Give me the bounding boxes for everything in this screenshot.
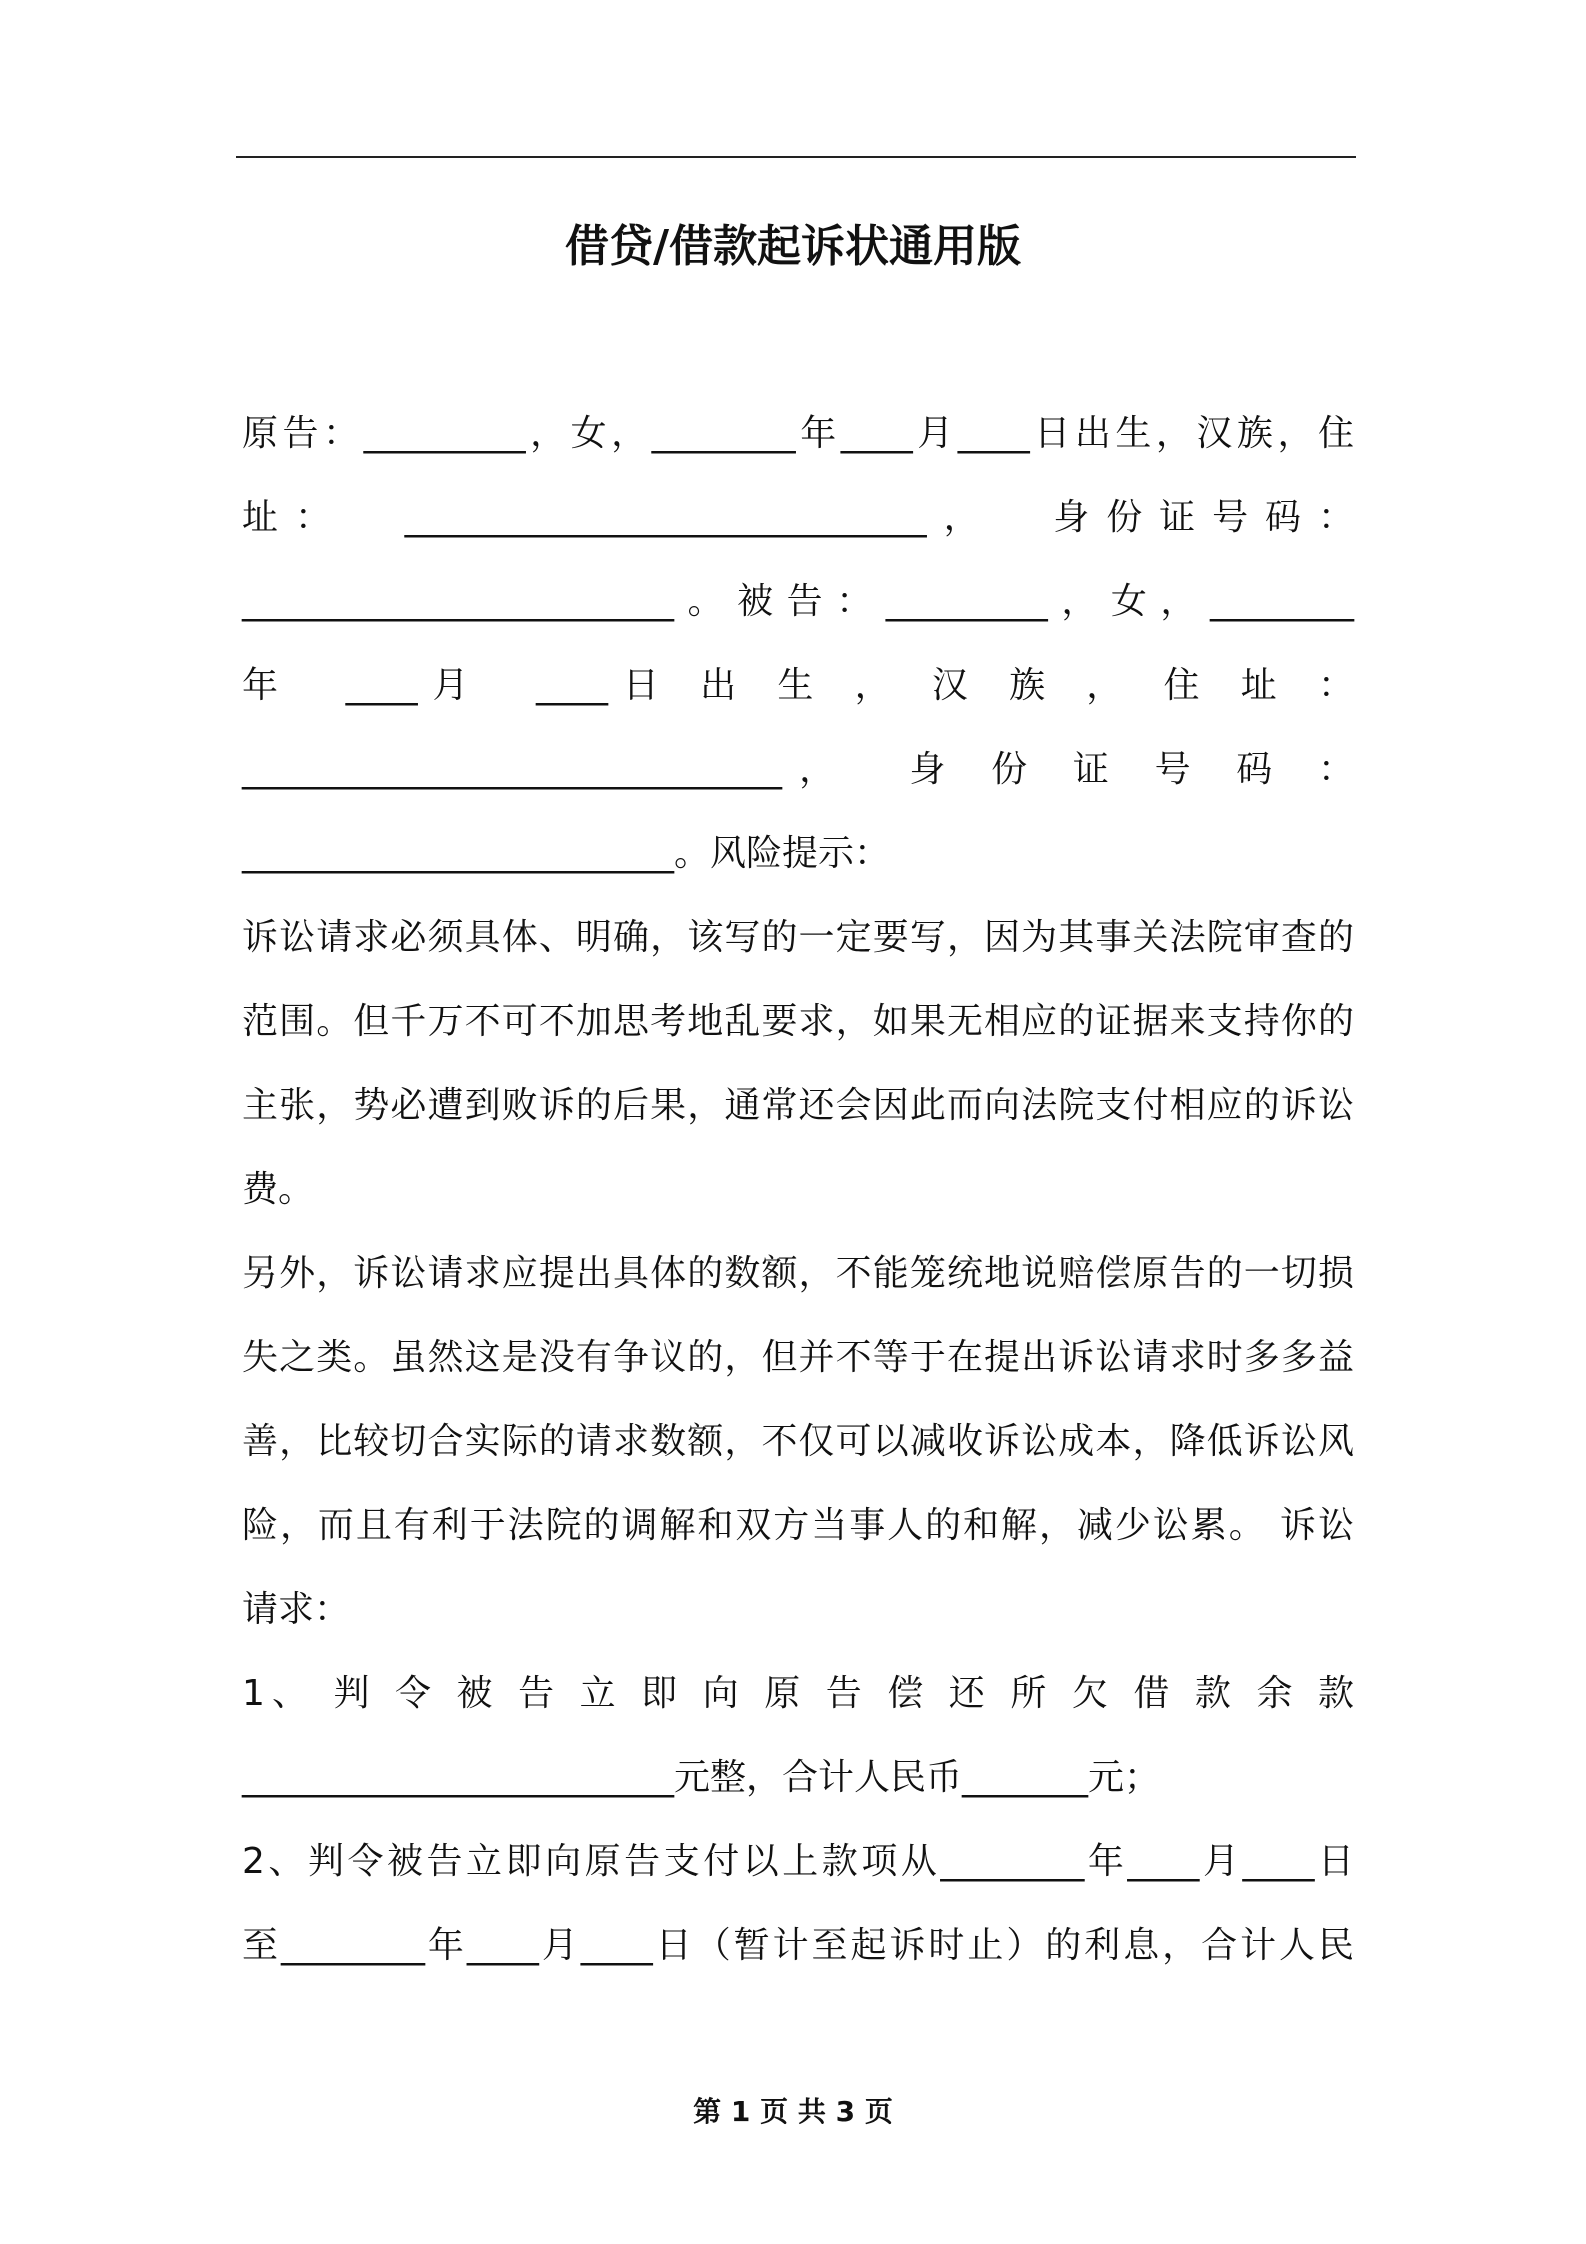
body-line: 1、 判 令 被 告 立 即 向 原 告 偿 还 所 欠 借 款 余 款 (242, 1673, 1354, 1714)
body-line: 年 ____月 ____日 出 生 ， 汉 族 ， 住 址 ： (242, 665, 1354, 706)
body-line: ________________________元整，合计人民币_______元； (242, 1757, 1161, 1798)
body-line: 费。 (242, 1169, 315, 1210)
body-line: 至________年____月____日（暂计至起诉时止）的利息，合计人民 (242, 1925, 1354, 1966)
body-line: 址： _____________________________， 身份证号码： (242, 497, 1354, 538)
body-line: 善，比较切合实际的请求数额，不仅可以减收诉讼成本，降低诉讼风 (242, 1421, 1354, 1462)
body-line: ________________________。被告：_________，女，________ (242, 581, 1354, 622)
body-line: ______________________________， 身 份 证 号 码 ： (242, 749, 1354, 790)
header-rule (236, 156, 1356, 158)
body-line: 范围。但千万不可不加思考地乱要求，如果无相应的证据来支持你的 (242, 1001, 1354, 1042)
body-line: 诉讼请求必须具体、明确，该写的一定要写，因为其事关法院审查的 (242, 917, 1354, 958)
body-line: ________________________。风险提示： (242, 833, 891, 874)
body-line: 原告：_________，女，________年____月____日出生，汉族，住 (242, 413, 1354, 454)
body-line: 失之类。虽然这是没有争议的，但并不等于在提出诉讼请求时多多益 (242, 1337, 1354, 1378)
body-line: 主张，势必遭到败诉的后果，通常还会因此而向法院支付相应的诉讼 (242, 1085, 1354, 1126)
document-title: 借贷/借款起诉状通用版 (564, 221, 1022, 272)
body-line: 请求： (242, 1589, 351, 1630)
body-line: 2、判令被告立即向原告支付以上款项从________年____月____日 (242, 1841, 1354, 1882)
page-number: 第 1 页 共 3 页 (693, 2095, 893, 2128)
body-line: 另外，诉讼请求应提出具体的数额，不能笼统地说赔偿原告的一切损 (242, 1253, 1354, 1294)
body-line: 险，而且有利于法院的调解和双方当事人的和解，减少讼累。 诉讼 (242, 1505, 1354, 1546)
